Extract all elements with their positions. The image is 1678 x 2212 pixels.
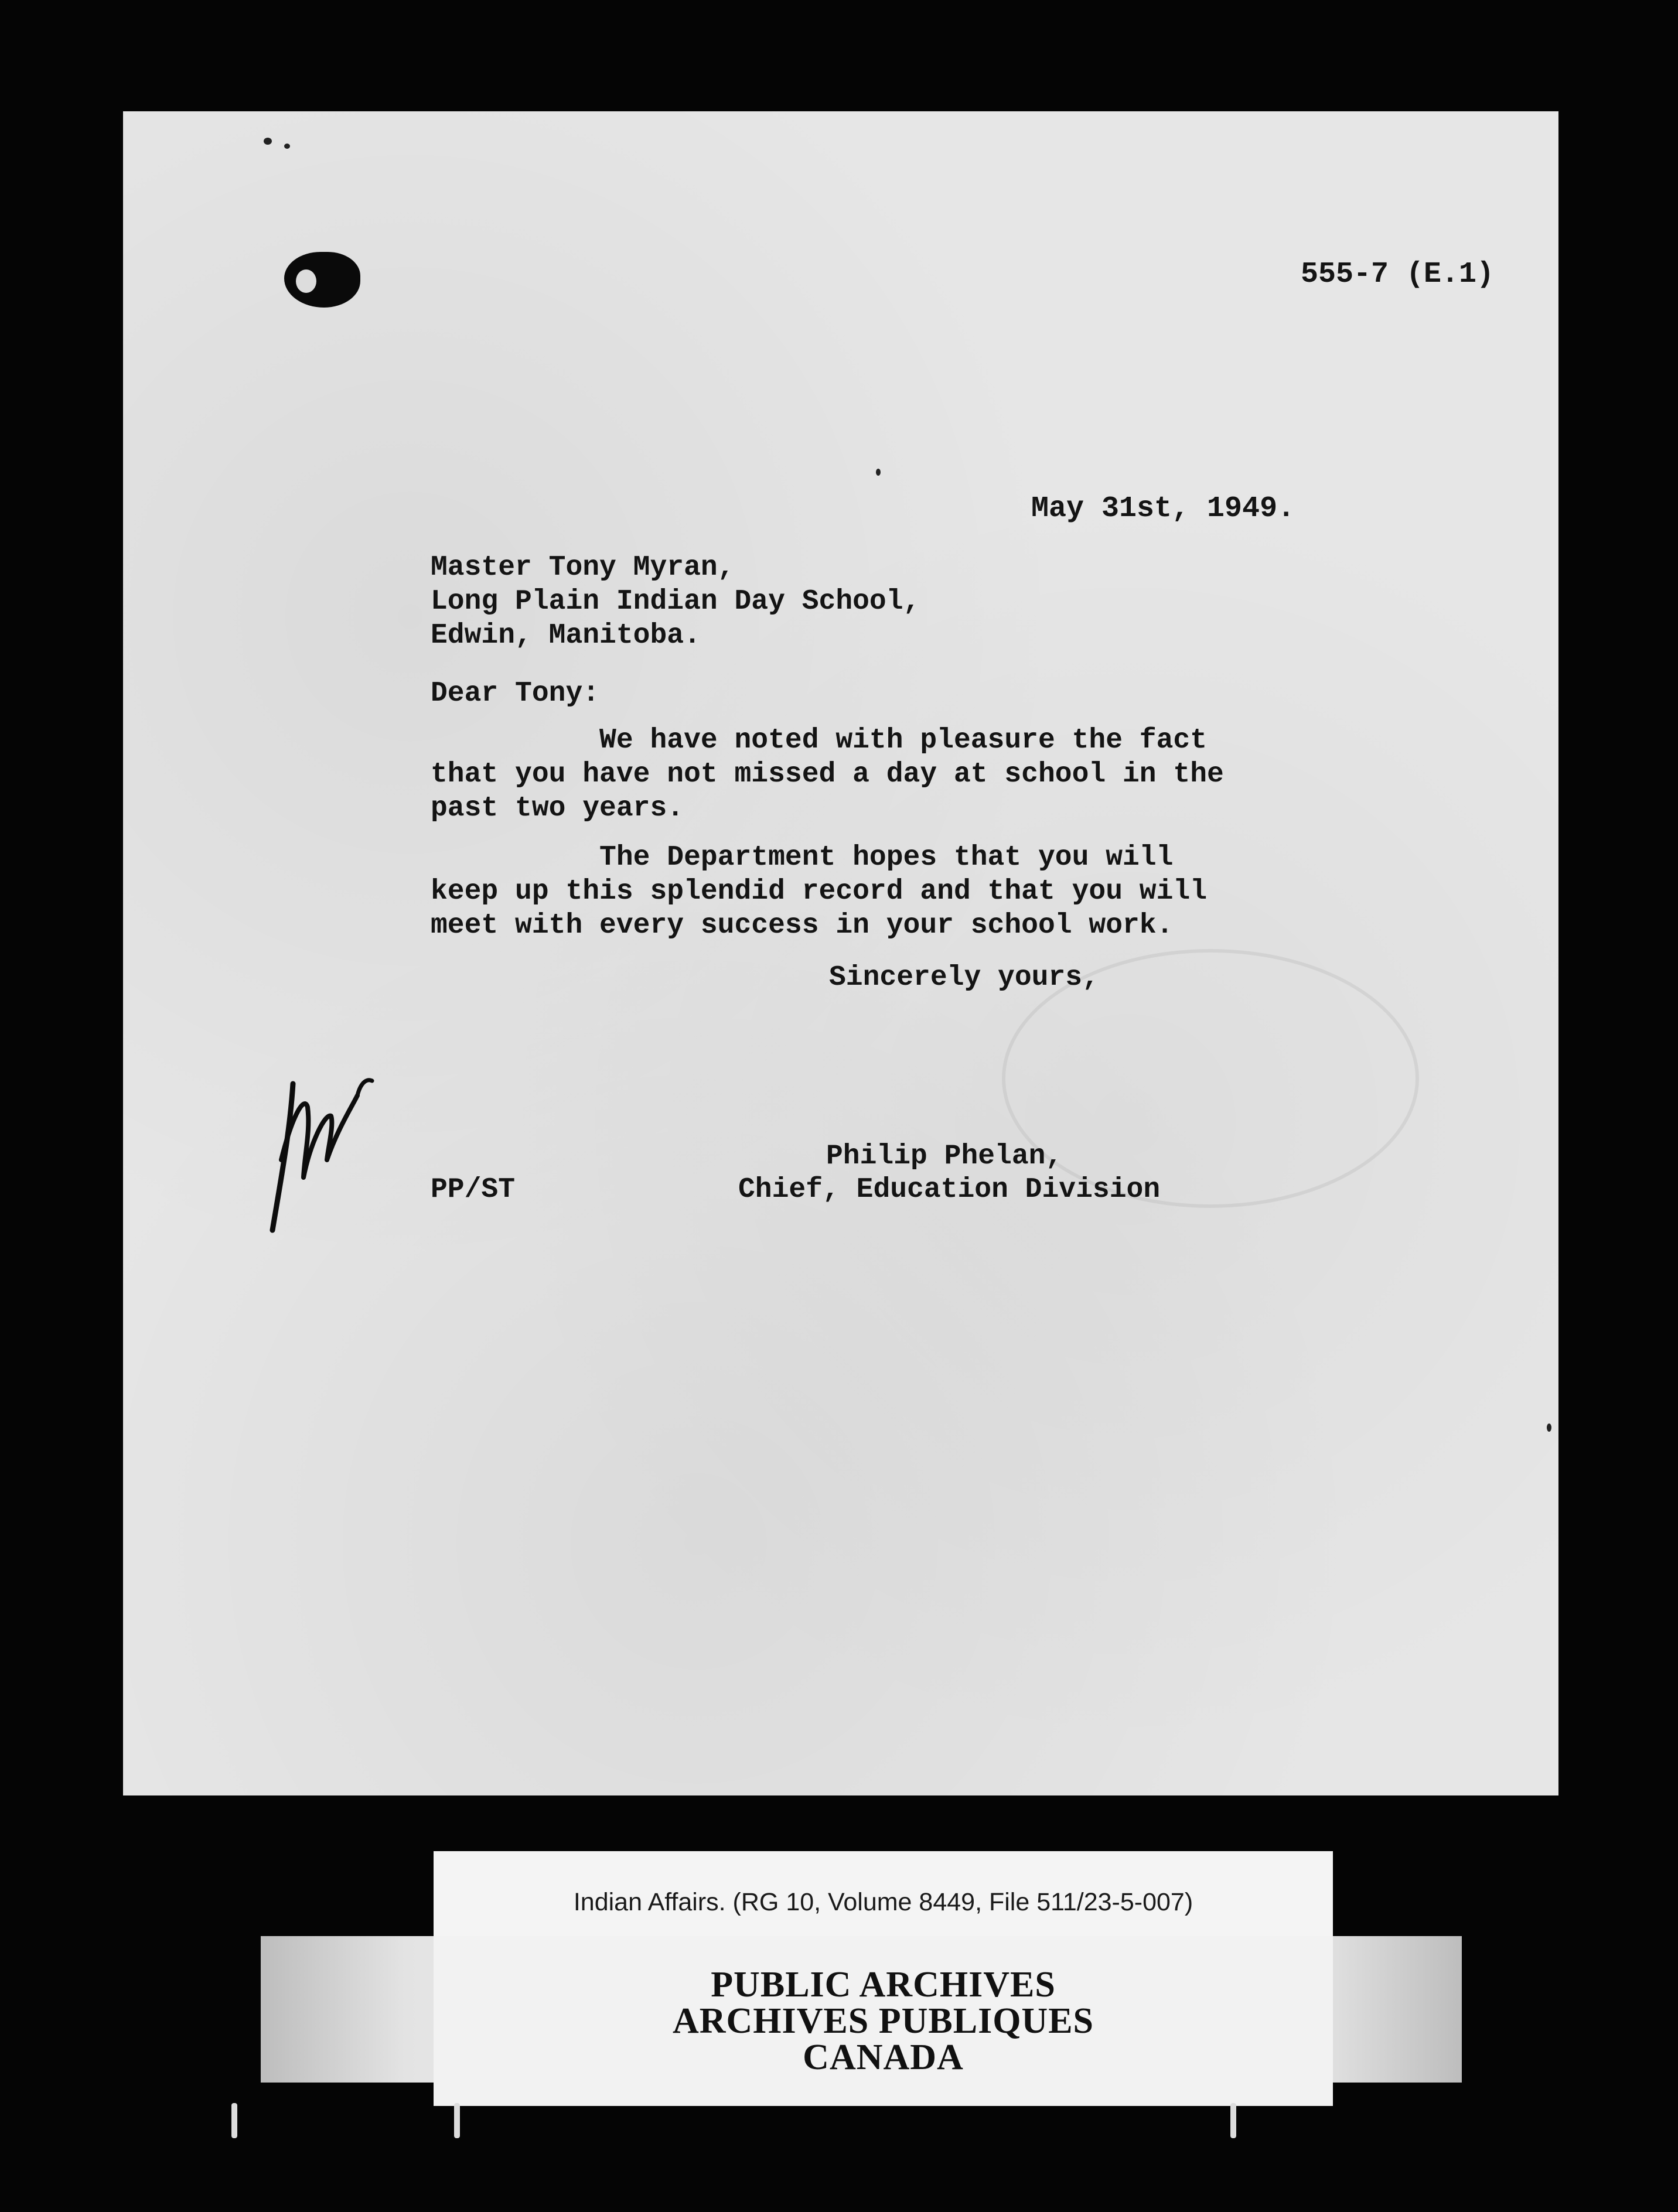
film-mark: [1230, 2103, 1236, 2138]
signatory-title: Chief, Education Division: [738, 1174, 1161, 1206]
ink-speck: [284, 144, 290, 149]
letter-page: [123, 111, 1558, 1795]
address-line: Master Tony Myran,: [431, 552, 735, 583]
closing: Sincerely yours,: [829, 962, 1099, 994]
body-paragraph-1: [431, 723, 1224, 825]
recipient-address: [431, 551, 920, 653]
paragraph-line: We have noted with pleasure the fact: [431, 725, 1208, 756]
handwritten-initials: [258, 1060, 393, 1236]
typist-initials: PP/ST: [431, 1174, 516, 1206]
archive-citation-label: [434, 1851, 1333, 1936]
archive-stamp-line: CANADA: [803, 2037, 964, 2077]
paragraph-line: that you have not missed a day at school in the: [431, 759, 1224, 790]
file-reference: 555-7 (E.1): [1301, 258, 1495, 291]
paragraph-line: past two years.: [431, 793, 684, 824]
archive-stamp-line: ARCHIVES PUBLIQUES: [672, 2001, 1094, 2041]
salutation: Dear Tony:: [431, 678, 600, 709]
paragraph-line: keep up this splendid record and that you will: [431, 876, 1208, 907]
address-line: Edwin, Manitoba.: [431, 620, 701, 651]
archive-stamp: [434, 1936, 1333, 2106]
ink-speck: [876, 469, 881, 476]
ink-speck: [1547, 1424, 1551, 1432]
archive-stamp-strip: [261, 1936, 1462, 2083]
signatory-name: Philip Phelan,: [826, 1141, 1063, 1172]
address-line: Long Plain Indian Day School,: [431, 586, 920, 617]
film-mark: [454, 2103, 460, 2138]
archive-stamp-line: PUBLIC ARCHIVES: [711, 1965, 1056, 2005]
faint-stamp: [1002, 949, 1419, 1208]
film-mark: [231, 2103, 237, 2138]
archive-citation: Indian Affairs. (RG 10, Volume 8449, File 511/23-5-007): [573, 1888, 1193, 1916]
ink-speck: [264, 138, 272, 145]
paragraph-line: meet with every success in your school work.: [431, 910, 1174, 941]
paragraph-line: The Department hopes that you will: [431, 842, 1174, 873]
body-paragraph-2: [431, 841, 1207, 943]
letter-date: May 31st, 1949.: [1031, 492, 1295, 525]
punch-hole: [284, 252, 360, 308]
